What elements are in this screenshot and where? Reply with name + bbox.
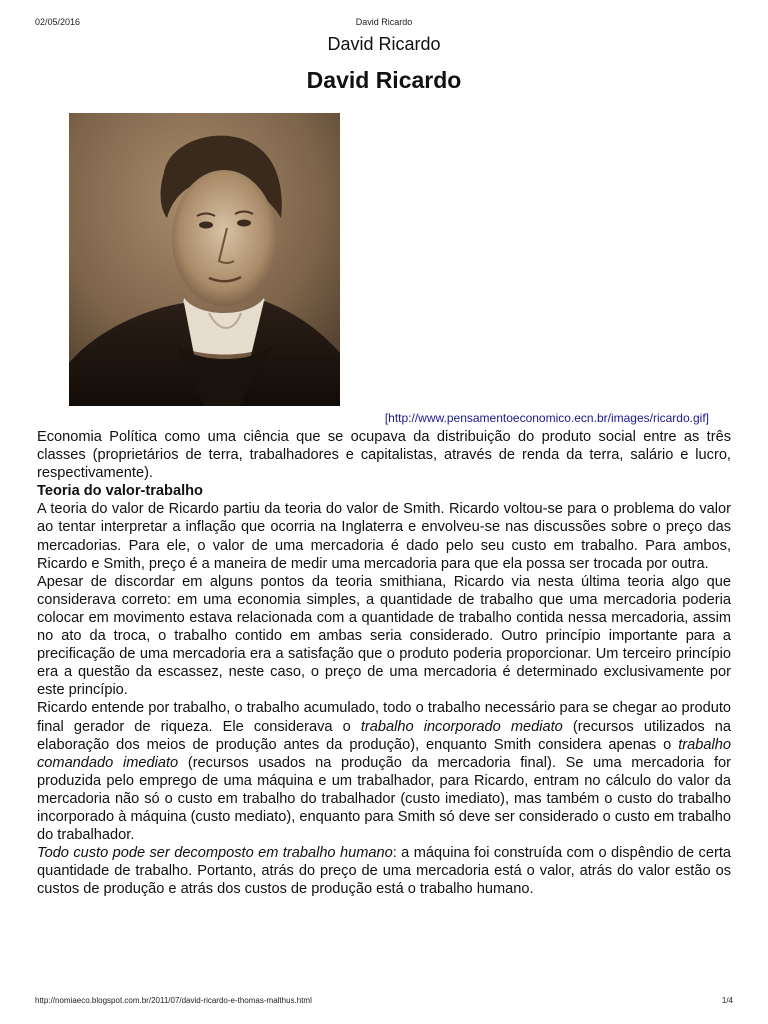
- page-number: 1/4: [721, 996, 733, 1005]
- paragraph-1: A teoria do valor de Ricardo partiu da teoria do valor de Smith. Ricardo voltou-se para o problema do valor ao tentar interpretar a inflação que ocorria na Inglaterra e envolveu-se nas discussões sobre o preço das mercadorias. Para ele, o valor de uma mercadoria é dado pelo seu custo em trabalho. Para ambos, Ricardo e Smith, preço é a maneira de medir uma mercadoria para que ela possa ser trocada por outra.: [37, 501, 731, 572]
- paragraph-3-italic-term: trabalho incorporado mediato: [360, 718, 563, 735]
- page-title: David Ricardo: [306, 67, 462, 93]
- print-header: [35, 17, 733, 29]
- paragraph-4-italic-term: Todo custo pode ser decomposto em trabalho humano: [37, 845, 393, 862]
- paragraph-3: [37, 699, 731, 844]
- image-source-link[interactable]: [http://www.pensamentoeconomico.ecn.br/images/ricardo.gif]: [384, 411, 709, 425]
- paragraph-2: Apesar de discordar em alguns pontos da teoria smithiana, Ricardo via nesta última teoria algo que considerava correto: em uma economia simples, a quantidade de trabalho que uma mercadoria poderia colocar em movimento estava relacionada com a quantidade de trabalho contida nessa mercadoria, assim no ato da troca, o trabalho contido em ambas seria considerado. Outro princípio importante para a precificação de uma mercadoria era a satisfação que o produto poderia proporcionar. Um terceiro princípio era a questão da escassez, neste caso, o preço de uma mercadoria é determinado exclusivamente por este princípio.: [37, 573, 731, 699]
- paragraph-4: [37, 844, 731, 898]
- article-body: [37, 428, 731, 898]
- paragraph-4-text: : a máquina foi construída com o dispêndio de certa quantidade de trabalho. Portanto, atrás do preço de uma mercadoria está o valor, atrás do valor estão os custos de produção e atrás dos custos de produção está o trabalho humano.: [37, 845, 731, 898]
- paragraph-3-text: (recursos utilizados na elaboração dos meios de produção antes da produção), enquanto Smith considera apenas o: [37, 718, 731, 753]
- paragraph-3-italic-term: trabalho comandado imediato: [37, 736, 731, 771]
- paragraph-3-text: Ricardo entende por trabalho, o trabalho acumulado, todo o trabalho necessário para se chegar ao produto final gerador de riqueza. Ele considerava o: [37, 700, 731, 735]
- print-page-title: David Ricardo: [355, 17, 413, 27]
- paragraph-3-text: (recursos usados na produção da mercadoria final). Se uma mercadoria for produzida pelo emprego de uma máquina e um trabalhador, para Ricardo, entram no cálculo do valor da mercadoria não só o custo em trabalho do trabalhador (custo imediato), mas também o custo do trabalho incorporado à máquina (custo mediato), enquanto para Smith só deve ser considerado o custo em trabalho do trabalhador.: [37, 754, 731, 844]
- intro-paragraph: Economia Política como uma ciência que se ocupava da distribuição do produto social entre as três classes (proprietários de terra, trabalhadores e capitalistas, através de renda da terra, salário e lucro, respectivamente).: [37, 429, 731, 482]
- post-subtitle: David Ricardo: [327, 34, 441, 54]
- source-url[interactable]: http://nomiaeco.blogspot.com.br/2011/07/david-ricardo-e-thomas-malthus.html: [35, 996, 312, 1005]
- portrait-image: [69, 113, 340, 406]
- section-heading: Teoria do valor-trabalho: [37, 483, 203, 500]
- print-date: 02/05/2016: [35, 17, 81, 27]
